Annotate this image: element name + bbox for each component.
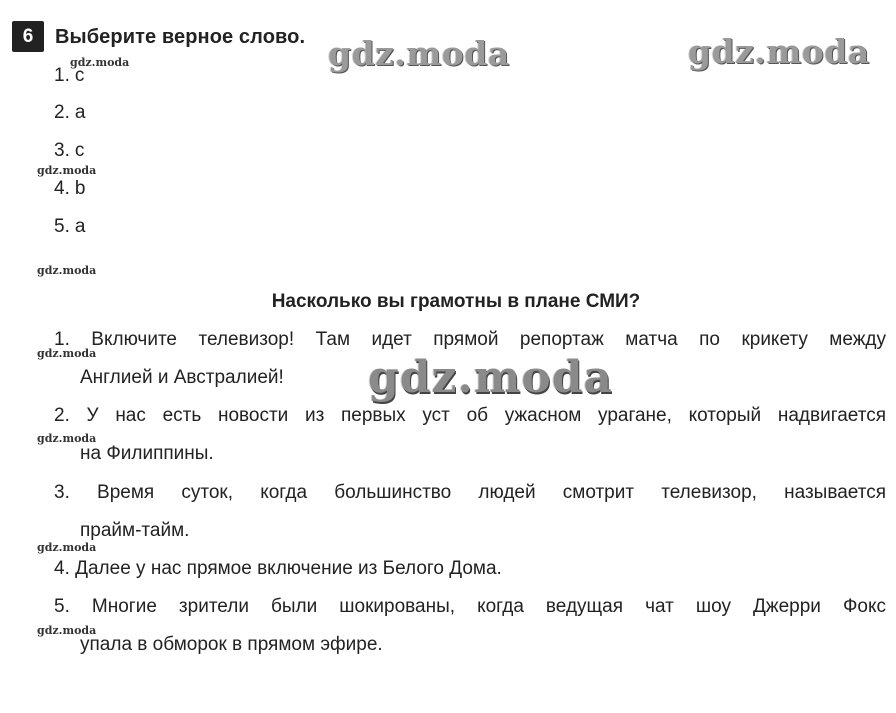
sentence-item xyxy=(54,397,886,473)
sentence-continuation: упала в обморок в прямом эфире. xyxy=(80,634,383,655)
answer-value: a xyxy=(74,102,86,123)
sentence-item xyxy=(54,588,886,664)
sentence-line: 1. Включите телевизор! Там идет прямой репортаж матча по крикету между xyxy=(54,329,886,350)
watermark-small: gdz.moda xyxy=(37,347,97,360)
exercise-title: Выберите верное слово. xyxy=(55,26,306,48)
answer-number: 1. xyxy=(54,65,70,86)
answer-item xyxy=(54,216,85,238)
answer-number: 4. xyxy=(54,178,70,199)
watermark-small: gdz.moda xyxy=(37,432,97,445)
sentence-item xyxy=(54,550,886,588)
sentence-line: 4. Далее у нас прямое включение из Белого Дома. xyxy=(54,558,502,579)
sentence-line: 2. У нас есть новости из первых уст об ужасном урагане, который надвигается xyxy=(54,405,886,426)
watermark-logo: gdz.moda xyxy=(688,32,870,71)
answer-number: 2. xyxy=(54,102,70,123)
watermark-small: gdz.moda xyxy=(70,56,130,69)
watermark-small: gdz.moda xyxy=(37,624,97,637)
sentence-continuation: Англией и Австралией! xyxy=(80,367,284,388)
sentence-continuation: на Филиппины. xyxy=(80,443,214,464)
answer-value: c xyxy=(74,140,85,161)
answer-value: b xyxy=(74,178,86,199)
watermark-small: gdz.moda xyxy=(37,164,97,177)
section-title: Насколько вы грамотны в плане СМИ? xyxy=(271,291,641,312)
sentence-continuation: прайм-тайм. xyxy=(80,520,190,541)
answer-item xyxy=(54,178,85,200)
watermark-logo: gdz.moda xyxy=(368,352,614,403)
exercise-number-badge: 6 xyxy=(12,21,44,52)
answer-item xyxy=(54,140,84,162)
answer-number: 3. xyxy=(54,140,70,161)
watermark-small: gdz.moda xyxy=(37,264,97,277)
answer-number: 5. xyxy=(54,216,70,237)
answer-value: a xyxy=(74,216,86,237)
sentence-item xyxy=(54,474,886,550)
sentence-line: 5. Многие зрители были шокированы, когда ведущая чат шоу Джерри Фокс xyxy=(54,596,886,617)
watermark-logo: gdz.moda xyxy=(328,34,510,73)
watermark-small: gdz.moda xyxy=(37,541,97,554)
answer-item xyxy=(54,102,85,124)
sentence-line: 3. Время суток, когда большинство людей смотрит телевизор, называется xyxy=(54,482,886,503)
answer-value: c xyxy=(74,65,85,86)
